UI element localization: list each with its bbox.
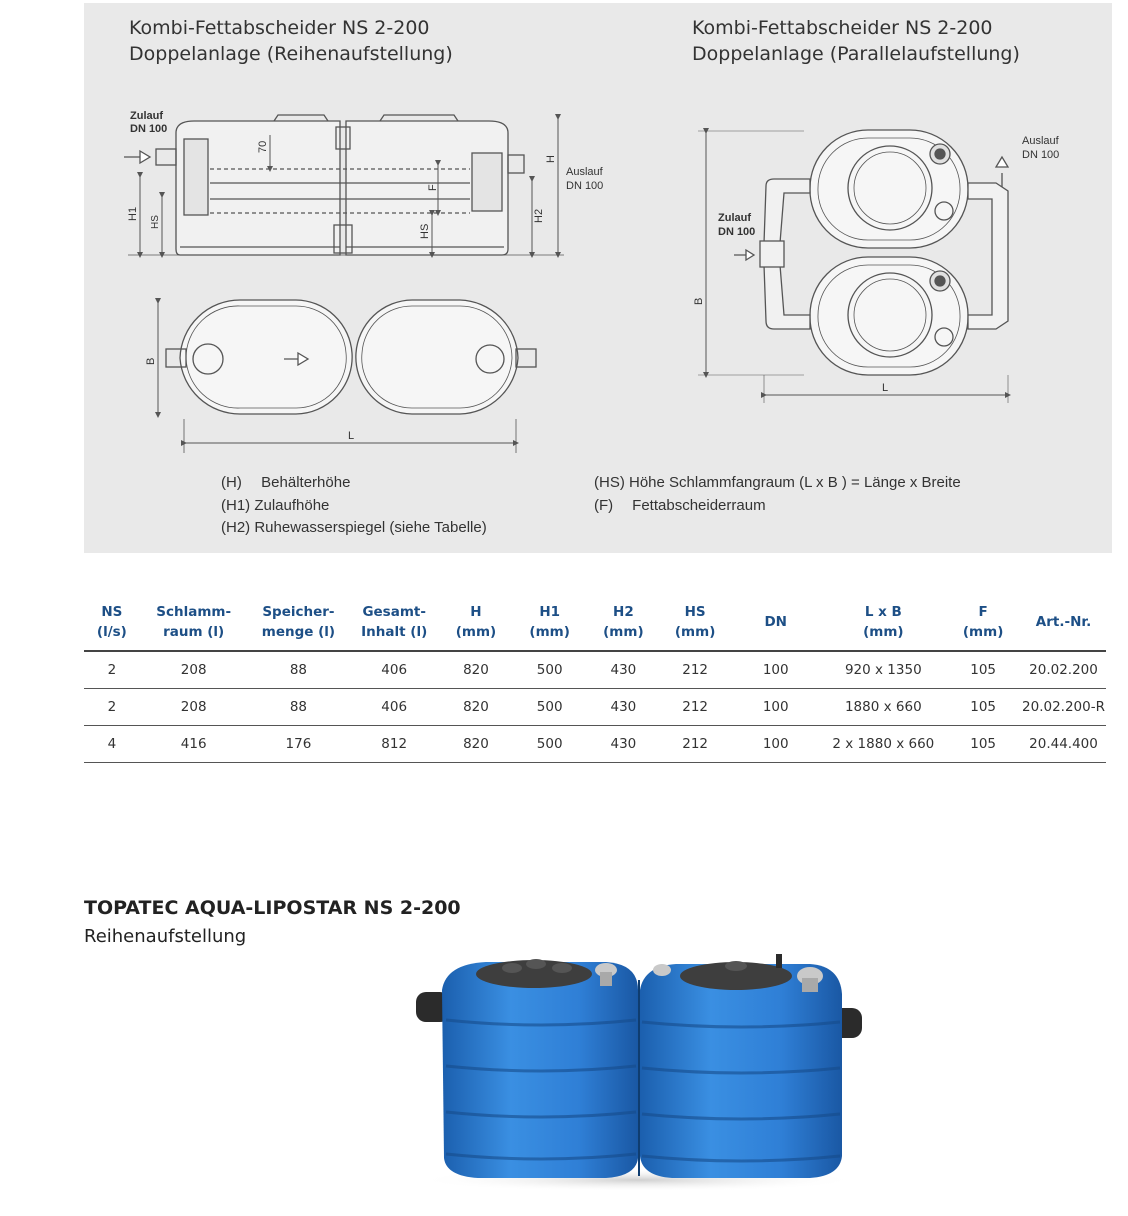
legend-item-h2 [221, 517, 487, 540]
left-inlet-label-b: DN 100 [130, 123, 168, 135]
legend-left [221, 472, 487, 540]
legend-item-h [221, 472, 487, 495]
col-header-f: F (mm) [945, 600, 1021, 651]
parallel-dim-l-label: L [882, 382, 889, 394]
table-cell: 500 [513, 689, 587, 726]
legend-code: (HS) [594, 474, 625, 491]
table-cell: 430 [587, 689, 661, 726]
parallel-dim-b-label: B [693, 297, 705, 305]
left-inlet-label-a: Zulauf [130, 110, 163, 122]
col-header-h: H (mm) [439, 600, 513, 651]
table-cell: 105 [945, 689, 1021, 726]
table-cell: 2 [84, 689, 140, 726]
table-cell: 88 [248, 651, 350, 689]
table-cell: 100 [730, 689, 821, 726]
col-header-h2: H2 (mm) [587, 600, 661, 651]
col-header-speichermenge: Speicher- menge (l) [248, 600, 350, 651]
table-cell: 1880 x 660 [821, 689, 945, 726]
table-header-row [84, 600, 1106, 651]
table-cell: 500 [513, 651, 587, 689]
legend-code: (H2) [221, 519, 251, 536]
legend-text: Höhe Schlammfangraum (L x B ) = Länge x Breite [629, 474, 961, 491]
left-outlet-label-b: DN 100 [566, 180, 604, 192]
table-row [84, 689, 1106, 726]
table-cell: 820 [439, 726, 513, 763]
legend-code: (H) [221, 474, 242, 491]
col-header-lxb: L x B (mm) [821, 600, 945, 651]
table-cell: 208 [140, 651, 248, 689]
col-header-schlammraum: Schlamm- raum (l) [140, 600, 248, 651]
col-header-hs: HS (mm) [660, 600, 730, 651]
col-header-h1: H1 (mm) [513, 600, 587, 651]
table-cell: 406 [349, 689, 439, 726]
top-view-drawing [158, 300, 536, 453]
table-cell: 20.02.200 [1021, 651, 1106, 689]
left-tank-icon [442, 959, 638, 1178]
legend-text: Ruhewasserspiegel (siehe Tabelle) [254, 519, 487, 536]
parallel-view-drawing [698, 130, 1008, 403]
legend-item-hs [594, 472, 961, 495]
dim-h2-label: H2 [533, 208, 545, 223]
col-header-gesamtinhalt: Gesamt- Inhalt (l) [349, 600, 439, 651]
table-cell: 212 [660, 651, 730, 689]
product-subtitle: Reihenaufstellung [84, 926, 247, 947]
product-photo [406, 950, 872, 1190]
table-row [84, 726, 1106, 763]
legend-text: Behälterhöhe [261, 474, 351, 491]
table-row [84, 651, 1106, 689]
spec-table [84, 600, 1106, 763]
dim-70-label: 70 [257, 140, 269, 153]
table-cell: 812 [349, 726, 439, 763]
table-cell: 105 [945, 651, 1021, 689]
table-cell: 920 x 1350 [821, 651, 945, 689]
col-header-artnr: Art.-Nr. [1021, 600, 1106, 651]
dim-h1-label: H1 [127, 206, 139, 221]
table-cell: 212 [660, 689, 730, 726]
table-cell: 820 [439, 651, 513, 689]
top-dim-l-label: L [348, 430, 355, 442]
table-cell: 20.44.400 [1021, 726, 1106, 763]
table-cell: 406 [349, 651, 439, 689]
table-cell: 2 x 1880 x 660 [821, 726, 945, 763]
legend-item-h1 [221, 495, 487, 518]
technical-drawings [84, 3, 1112, 553]
legend-text: Fettabscheiderraum [632, 496, 766, 514]
right-tank-icon [640, 954, 842, 1178]
table-cell: 416 [140, 726, 248, 763]
legend-code: (F) [594, 496, 614, 514]
right-outlet-label-b: DN 100 [1022, 149, 1060, 161]
table-cell: 100 [730, 651, 821, 689]
drawing-panel [84, 3, 1112, 553]
table-cell: 20.02.200-R [1021, 689, 1106, 726]
right-title-line1: Kombi-Fettabscheider NS 2-200 [692, 17, 993, 39]
col-header-ns: NS (l/s) [84, 600, 140, 651]
left-outlet-label-a: Auslauf [566, 166, 603, 178]
right-outlet-label-a: Auslauf [1022, 135, 1059, 147]
table-cell: 430 [587, 726, 661, 763]
table-cell: 105 [945, 726, 1021, 763]
left-title-line2: Doppelanlage (Reihenaufstellung) [129, 43, 453, 65]
left-title-line1: Kombi-Fettabscheider NS 2-200 [129, 17, 430, 39]
legend-code: (H1) [221, 496, 251, 514]
dim-hs-left-label: HS [150, 215, 161, 229]
table-cell: 4 [84, 726, 140, 763]
legend-right [594, 472, 961, 517]
table-cell: 208 [140, 689, 248, 726]
right-title-line2: Doppelanlage (Parallelaufstellung) [692, 43, 1020, 65]
table-cell: 176 [248, 726, 350, 763]
legend-item-f [594, 495, 961, 518]
table-cell: 100 [730, 726, 821, 763]
table-cell: 430 [587, 651, 661, 689]
dim-f-label: F [427, 184, 439, 191]
legend-text: Zulaufhöhe [254, 496, 330, 514]
table-cell: 212 [660, 726, 730, 763]
product-title: TOPATEC AQUA-LIPOSTAR NS 2-200 [84, 897, 461, 919]
table-cell: 2 [84, 651, 140, 689]
top-dim-b-label: B [145, 357, 157, 365]
right-inlet-label-a: Zulauf [718, 212, 751, 224]
side-view-drawing [124, 115, 564, 255]
table-cell: 820 [439, 689, 513, 726]
right-inlet-label-b: DN 100 [718, 226, 756, 238]
col-header-dn: DN [730, 600, 821, 651]
table-cell: 88 [248, 689, 350, 726]
dim-hs-mid-label: HS [419, 223, 431, 239]
dim-h-label: H [545, 155, 557, 163]
table-cell: 500 [513, 726, 587, 763]
